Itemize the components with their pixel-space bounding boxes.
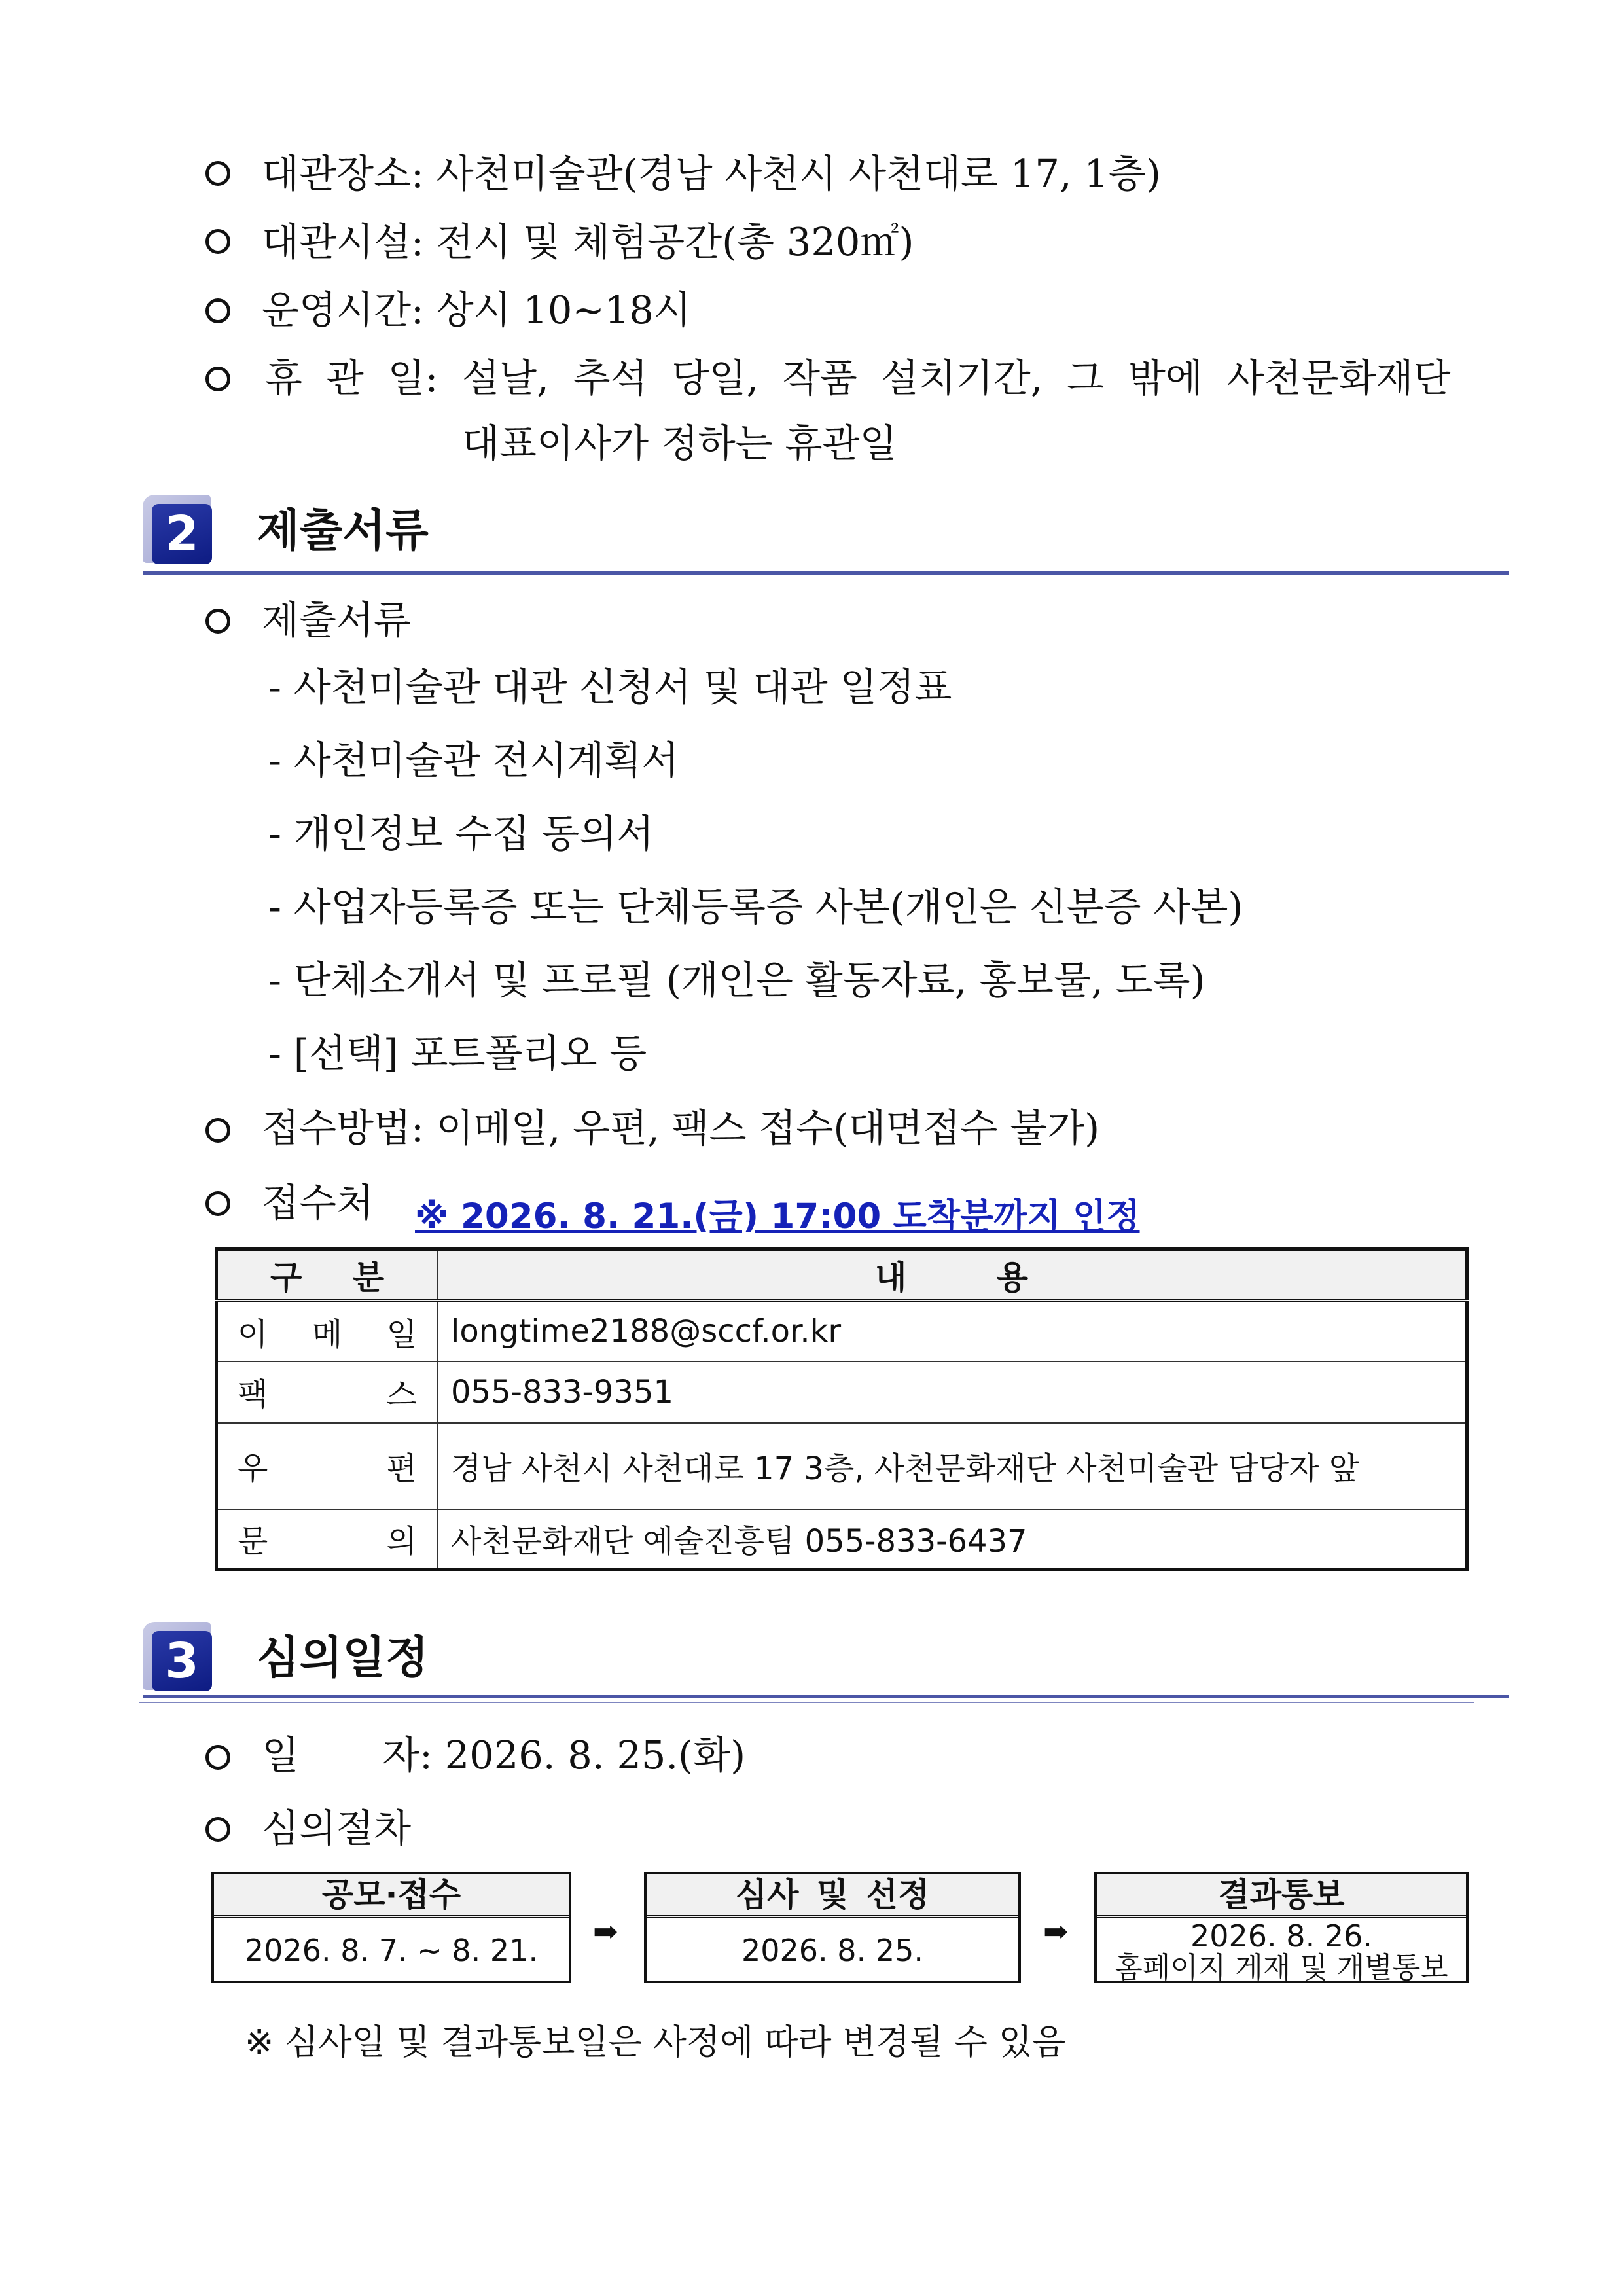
review-date-label: 일 [262, 1732, 299, 1778]
bullet-circle-icon [205, 367, 230, 391]
venue-facility: 대관시설: 전시 및 체험공간(총 320㎡) [262, 219, 914, 264]
doc-item: - 개인정보 수집 동의서 [268, 811, 654, 856]
table-header-content: 내 용 [437, 1249, 1467, 1301]
step-title: 공모·접수 [214, 1874, 569, 1918]
arrow-right-icon: ➡ [1043, 1914, 1069, 1949]
bullet-circle-icon [205, 609, 230, 634]
row-label-fax: 팩 스 [238, 1376, 417, 1413]
review-date: 자: 2026. 8. 25.(화) [382, 1732, 746, 1778]
step-box-result [1094, 1872, 1469, 1983]
step-box-review [644, 1872, 1021, 1983]
bullet-circle-icon [205, 1118, 230, 1143]
doc-item: - 사천미술관 전시계획서 [268, 738, 679, 783]
doc-item: - [선택] 포트폴리오 등 [268, 1031, 647, 1076]
table-row [217, 1509, 1467, 1570]
contact-table [215, 1247, 1469, 1571]
arrow-right-icon: ➡ [593, 1914, 618, 1949]
step-title: 심사 및 선정 [647, 1874, 1018, 1918]
venue-place: 대관장소: 사천미술관(경남 사천시 사천대로 17, 1층) [262, 151, 1161, 196]
section-title: 제출서류 [257, 505, 429, 557]
procedure-heading: 심의절차 [262, 1806, 411, 1851]
section-number: 2 [152, 504, 212, 564]
step-date: 2026. 8. 25. [741, 1933, 923, 1968]
row-label-email: 이 메 일 [238, 1316, 417, 1353]
table-row [217, 1301, 1467, 1361]
section-divider [143, 571, 1509, 575]
table-header-row [217, 1249, 1467, 1301]
bullet-circle-icon [205, 1191, 230, 1216]
table-row [217, 1423, 1467, 1509]
bullet-circle-icon [205, 1745, 230, 1770]
fax-value: 055-833-9351 [437, 1361, 1467, 1423]
step-date: 2026. 8. 26. [1190, 1918, 1372, 1954]
docs-heading: 제출서류 [262, 598, 411, 643]
submission-method: 접수방법: 이메일, 우편, 팩스 접수(대면접수 불가) [262, 1105, 1100, 1151]
footnote: ※ 심사일 및 결과통보일은 사정에 따라 변경될 수 있음 [245, 2022, 1066, 2062]
section-divider-thin [139, 1702, 1474, 1703]
table-header-category: 구 분 [217, 1249, 438, 1301]
mail-address-value: 경남 사천시 사천대로 17 3층, 사천문화재단 사천미술관 담당자 앞 [437, 1423, 1467, 1509]
receiver-label: 접수처 [262, 1180, 374, 1225]
bullet-circle-icon [205, 298, 230, 323]
step-title: 결과통보 [1097, 1874, 1466, 1918]
venue-hours: 운영시간: 상시 10~18시 [262, 287, 691, 332]
row-label-inquiry: 문 의 [238, 1523, 417, 1560]
section-number-badge [143, 1622, 211, 1690]
step-date: 2026. 8. 7. ~ 8. 21. [244, 1933, 539, 1968]
section-divider [143, 1695, 1509, 1698]
doc-item: - 단체소개서 및 프로필 (개인은 활동자료, 홍보물, 도록) [268, 958, 1205, 1003]
table-row [217, 1361, 1467, 1423]
bullet-circle-icon [205, 229, 230, 254]
section-number: 3 [152, 1631, 212, 1691]
email-value[interactable]: longtime2188@sccf.or.kr [437, 1301, 1467, 1361]
bullet-circle-icon [205, 1817, 230, 1842]
deadline-note: ※ 2026. 8. 21.(금) 17:00 도착분까지 인정 [415, 1196, 1140, 1236]
step-note: 홈페이지 게재 및 개별통보 [1115, 1951, 1448, 1984]
step-box-application [211, 1872, 571, 1983]
bullet-circle-icon [205, 161, 230, 186]
row-label-mail: 우 편 [238, 1450, 417, 1487]
venue-closed-continued: 대표이사가 정하는 휴관일 [462, 421, 897, 466]
doc-item: - 사천미술관 대관 신청서 및 대관 일정표 [268, 664, 952, 709]
venue-closed: 휴 관 일: 설날, 추석 당일, 작품 설치기간, 그 밖에 사천문화재단 [265, 355, 1451, 401]
section-title: 심의일정 [257, 1632, 429, 1684]
doc-item: - 사업자등록증 또는 단체등록증 사본(개인은 신분증 사본) [268, 884, 1243, 929]
inquiry-value: 사천문화재단 예술진흥팀 055-833-6437 [437, 1509, 1467, 1570]
section-number-badge [143, 495, 211, 563]
